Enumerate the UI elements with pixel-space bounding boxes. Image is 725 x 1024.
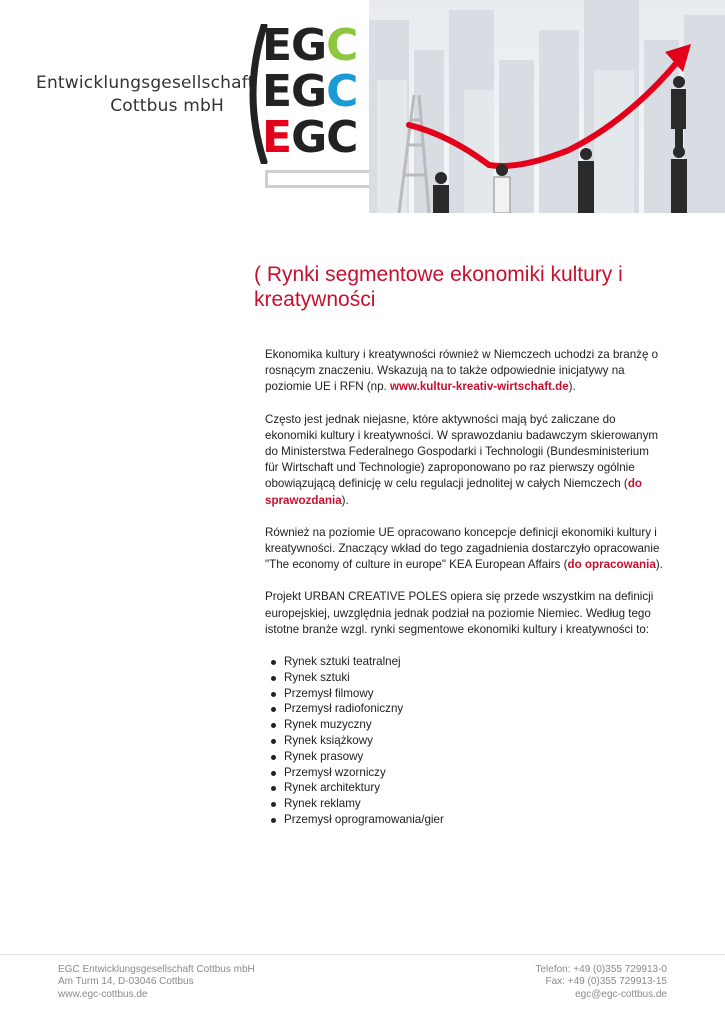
logo-row-1: EGC (262, 20, 358, 71)
paragraph-definition-text: Często jest jednak niejasne, które aktywności mają być zaliczane do ekonomiki kultury i kreatywności. W sprawozdaniu badawczym skierowanym do Ministerstwa Federalnego Gospodarki i Technologii (Bundesministerium für Wirtschaft und Technologie) zaproponowano po raz pierwszy ogólnie obowiązującą definicję w celu regulacji jednolitej w całych Niemczech ( (265, 412, 659, 491)
footer-address (58, 964, 255, 1001)
hero-image (369, 0, 725, 213)
paragraph-eu-end: ). (655, 558, 663, 572)
footer-website-link[interactable]: www.egc-cottbus.de (58, 988, 148, 1000)
footer-fax: Fax: +49 (0)355 729913-15 (545, 976, 667, 988)
footer-company: EGC Entwicklungsgesellschaft Cottbus mbH (58, 964, 255, 975)
company-name (36, 72, 255, 118)
page-title: ( Rynki segmentowe ekonomiki kultury i kreatywności (254, 263, 623, 311)
list-item: Rynek reklamy (265, 796, 665, 812)
list-item: Przemysł filmowy (265, 686, 665, 702)
company-name-line1: Entwicklungsgesellschaft (36, 73, 255, 93)
growth-chart-illustration (369, 0, 725, 213)
report-link[interactable]: do sprawozdania (265, 477, 642, 507)
logo-row-2: EGC (262, 66, 358, 117)
egc-logo (240, 20, 365, 164)
list-item: Przemysł radiofoniczny (265, 701, 665, 717)
paragraph-eu-text: Również na poziomie UE opracowano koncepcje definicji ekonomiki kultury i kreatywności. Znaczący wkład do tego zagadnienia dostarczyło opracowanie "The economy of culture in europe" KEA European Affairs ( (265, 525, 660, 572)
paragraph-eu (265, 525, 665, 574)
paragraph-project: Projekt URBAN CREATIVE POLES opiera się przede wszystkim na definicji europejskiej, uwzględnia jednak podział na poziomie Niemiec. Według tego istotne branże wzgl. rynki segmentowe ekonomiki kultury i kreatywności to: (265, 590, 654, 636)
list-item: Rynek sztuki (265, 670, 665, 686)
footer-street: Am Turm 14, D-03046 Cottbus (58, 976, 194, 988)
study-link[interactable]: do opracowania (567, 558, 656, 572)
company-name-line2: Cottbus mbH (110, 96, 224, 116)
list-item: Rynek książkowy (265, 733, 665, 749)
footer-phone: Telefon: +49 (0)355 729913-0 (535, 964, 667, 975)
paragraph-intro-text: Ekonomika kultury i kreatywności również w Niemczech uchodzi za branżę o rosnącym znaczeniu. Wskazują na to także odpowiednie inicjatywy na poziomie UE i RFN (np. (265, 348, 659, 394)
footer-divider (0, 954, 725, 955)
list-item: Rynek sztuki teatralnej (265, 654, 665, 670)
paragraph-definition (265, 412, 665, 509)
sector-list (265, 654, 665, 828)
footer-email-link[interactable]: egc@egc-cottbus.de (575, 988, 667, 1000)
paragraph-definition-end: ). (341, 493, 349, 507)
list-item: Przemysł wzorniczy (265, 765, 665, 781)
logo-row-3: EGC (262, 112, 358, 163)
main-content (265, 347, 665, 828)
list-item: Rynek muzyczny (265, 717, 665, 733)
footer-contact (536, 964, 668, 1001)
list-item: Rynek prasowy (265, 749, 665, 765)
paragraph-intro (265, 347, 665, 396)
list-item: Rynek architektury (265, 780, 665, 796)
kultur-kreativ-link[interactable]: www.kultur-kreativ-wirtschaft.de (390, 380, 569, 394)
list-item: Przemysł oprogramowania/gier (265, 812, 665, 828)
paragraph-intro-end: ). (568, 380, 576, 394)
